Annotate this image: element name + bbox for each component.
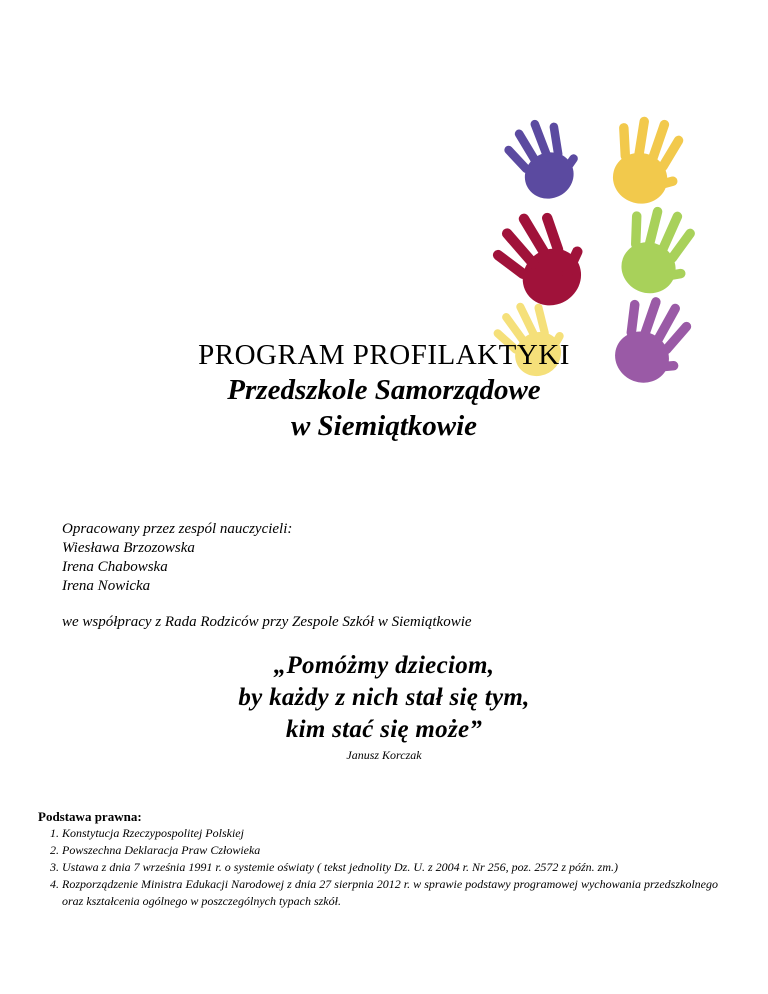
author-name: Irena Nowicka	[62, 578, 151, 594]
author-name: Irena Chabowska	[62, 559, 168, 575]
legal-basis-title: Podstawa prawna:	[38, 809, 142, 824]
quote-line: „Pomóżmy dzieciom,	[273, 652, 495, 679]
title-block	[0, 338, 768, 444]
quote-block	[0, 650, 768, 763]
quote-line: kim stać się może”	[285, 716, 483, 743]
quote-line: by każdy z nich stał się tym,	[238, 684, 530, 711]
page-subtitle-line2: w Siemiątkowie	[290, 410, 478, 442]
purple-hand	[497, 109, 591, 210]
quote-author: Janusz Korczak	[346, 748, 422, 762]
crimson-hand	[481, 196, 602, 321]
authors-block	[62, 520, 292, 596]
author-name: Wiesława Brzozowska	[62, 540, 195, 556]
page-title: PROGRAM PROFILAKTYKI	[198, 339, 570, 371]
legal-basis-item: 4. Rozporządzenie Ministra Edukacji Narodowej z dnia 27 sierpnia 2012 r. w sprawie podstawy programowej wychowania przedszkolnego oraz kształcenia ogólnego w poszczególnych typach szkół.	[62, 876, 718, 910]
legal-basis-item: 3. Ustawa z dnia 7 września 1991 r. o systemie oświaty ( tekst jednolity Dz. U. z 2004 r. Nr 256, poz. 2572 z późn. zm.)	[62, 859, 718, 876]
page-subtitle-line1: Przedszkole Samorządowe	[227, 374, 541, 406]
yellow-hand	[600, 108, 694, 212]
legal-basis-item: 1. Konstytucja Rzeczypospolitej Polskiej	[62, 825, 718, 842]
legal-basis-item: 2. Powszechna Deklaracja Praw Człowieka	[62, 842, 718, 859]
green-hand	[607, 197, 706, 305]
legal-basis	[38, 808, 718, 910]
authors-intro: Opracowany przez zespól nauczycieli:	[62, 521, 293, 537]
cooperation-note: we współpracy z Rada Rodziców przy Zespole Szkół w Siemiątkowie	[62, 614, 472, 630]
legal-basis-list	[38, 825, 718, 910]
